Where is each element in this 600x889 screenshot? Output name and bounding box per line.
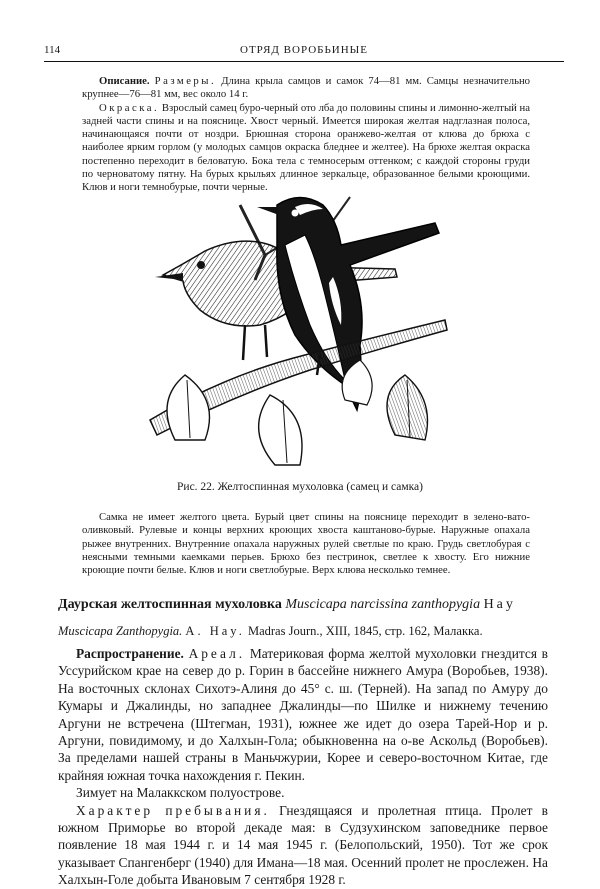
stay-label: Характер пребывания. <box>76 802 270 818</box>
page-header <box>44 44 564 60</box>
distribution-section <box>58 645 548 889</box>
synonym-author: A. Hay. <box>185 624 245 638</box>
area-label: Ареал. <box>188 646 246 661</box>
male-beak <box>257 207 279 215</box>
synonym-reference: Madras Journ., XIII, 1845, стр. 162, Малакка. <box>247 624 483 638</box>
header-rule <box>44 61 564 62</box>
size-text: Длина крыла самцов и самок 74—81 мм. Самцы незначительно крупнее—76—81 мм, вес около 14 г. <box>82 75 531 101</box>
description-lead: Описание. <box>99 75 150 87</box>
synonym-line <box>58 624 548 639</box>
size-label: Размеры. <box>154 75 217 87</box>
winter-paragraph: Зимует на Малаккском полуострове. <box>76 785 285 801</box>
stay-text: Гнездящаяся и пролетная птица. Пролет в южном Приморье во второй декаде мая: в Судзухинском заповеднике первое появление 18 мая 1944 г. и 14 мая 1945 г. (Белопольский, 1950). Тот же срок указывает Спангенберг (1940) для Имана—18 мая. Осенний пролет не прослежен. На Халхын-Голе добыта Ивановым 7 сентября 1928 г. <box>58 802 548 888</box>
area-text: Материковая форма желтой мухоловки гнездится в Уссурийском крае на север до р. Горин в бассейне нижнего Амура (Воробьев, 1938). На восточных склонах Сихотэ-Алиня до 45° с. ш. (Терней). На запад по Амуру до Кумары и Джалинды, но западнее Джалинды—по Шилке и нижнему течению Аргуни не встречена (Штегман, 1931), южнее же идет до озера Тарей-Нор и р. Аргуни, повидимому, и до Халхын-Гола; обыкновенна на о-ве Аскольд (Воробьев). За пределами нашей страны в Маньчжурии, Корее и северо-восточном Китае, где крайняя южная точка нахождения г. Пекин. <box>58 646 548 783</box>
species-name-ru: Даурская желтоспинная мухоловка <box>58 597 282 612</box>
figure-caption: Рис. 22. Желтоспинная мухоловка (самец и самка) <box>177 481 423 493</box>
stay-paragraph <box>58 802 548 889</box>
male-eye <box>292 210 299 217</box>
description-section <box>82 75 530 195</box>
female-description: Самка не имеет желтого цвета. Бурый цвет спины на пояснице переходит в зелено-вато-оливковый. Рулевые и концы верхних кроющих хвоста каштаново-бурые. Наружные опахала рыжее внутренних. Внутренние опахала наружных рулей светлые по краю. Грудь светлобурая с неясными темными каемками перьев. Брюхо без пестринок, светлее к хвосту. Его нижние кроющие почти белые. Клюв и ноги светлобурые. Верх клюва несколько темнее. <box>82 511 530 577</box>
leaf <box>259 395 302 465</box>
page-number: 114 <box>44 44 61 56</box>
distribution-lead: Распространение. <box>76 646 184 661</box>
species-title <box>58 597 548 613</box>
color-text: Взрослый самец буро-черный ото лба до половины спины и лимонно-желтый на задней части спины и на пояснице. Хвост черный. Имеется широкая желтая надглазная полоса, начинающаяся почти от ноздри. Брюшная сторона оранжево-желтая от клюва до брюха с наиболее ярким горлом (у молодых самцов окраска бледнее и желтее). На брюхе желтая окраска постепенно переходит в беловатую. Бока тела с темносерым оттенком; с каждой стороны груди по черноватому пятну. На бурых крыльях длинное зеркальце, образованное белыми кроющими. Клюв и ноги темнобурые, почти черные. <box>82 101 531 194</box>
species-author: Hay <box>483 597 516 612</box>
female-eye <box>197 261 205 269</box>
running-title: ОТРЯД ВОРОБЬИНЫЕ <box>240 44 368 56</box>
area-paragraph <box>58 645 548 784</box>
flycatcher-illustration <box>145 185 455 470</box>
color-label: Окраска. <box>99 101 160 114</box>
size-paragraph <box>82 75 530 102</box>
species-name-lat: Muscicapa narcissina zanthopygia <box>285 597 481 612</box>
color-paragraph <box>82 102 530 195</box>
synonym-name: Muscicapa Zanthopygia. <box>58 624 183 638</box>
